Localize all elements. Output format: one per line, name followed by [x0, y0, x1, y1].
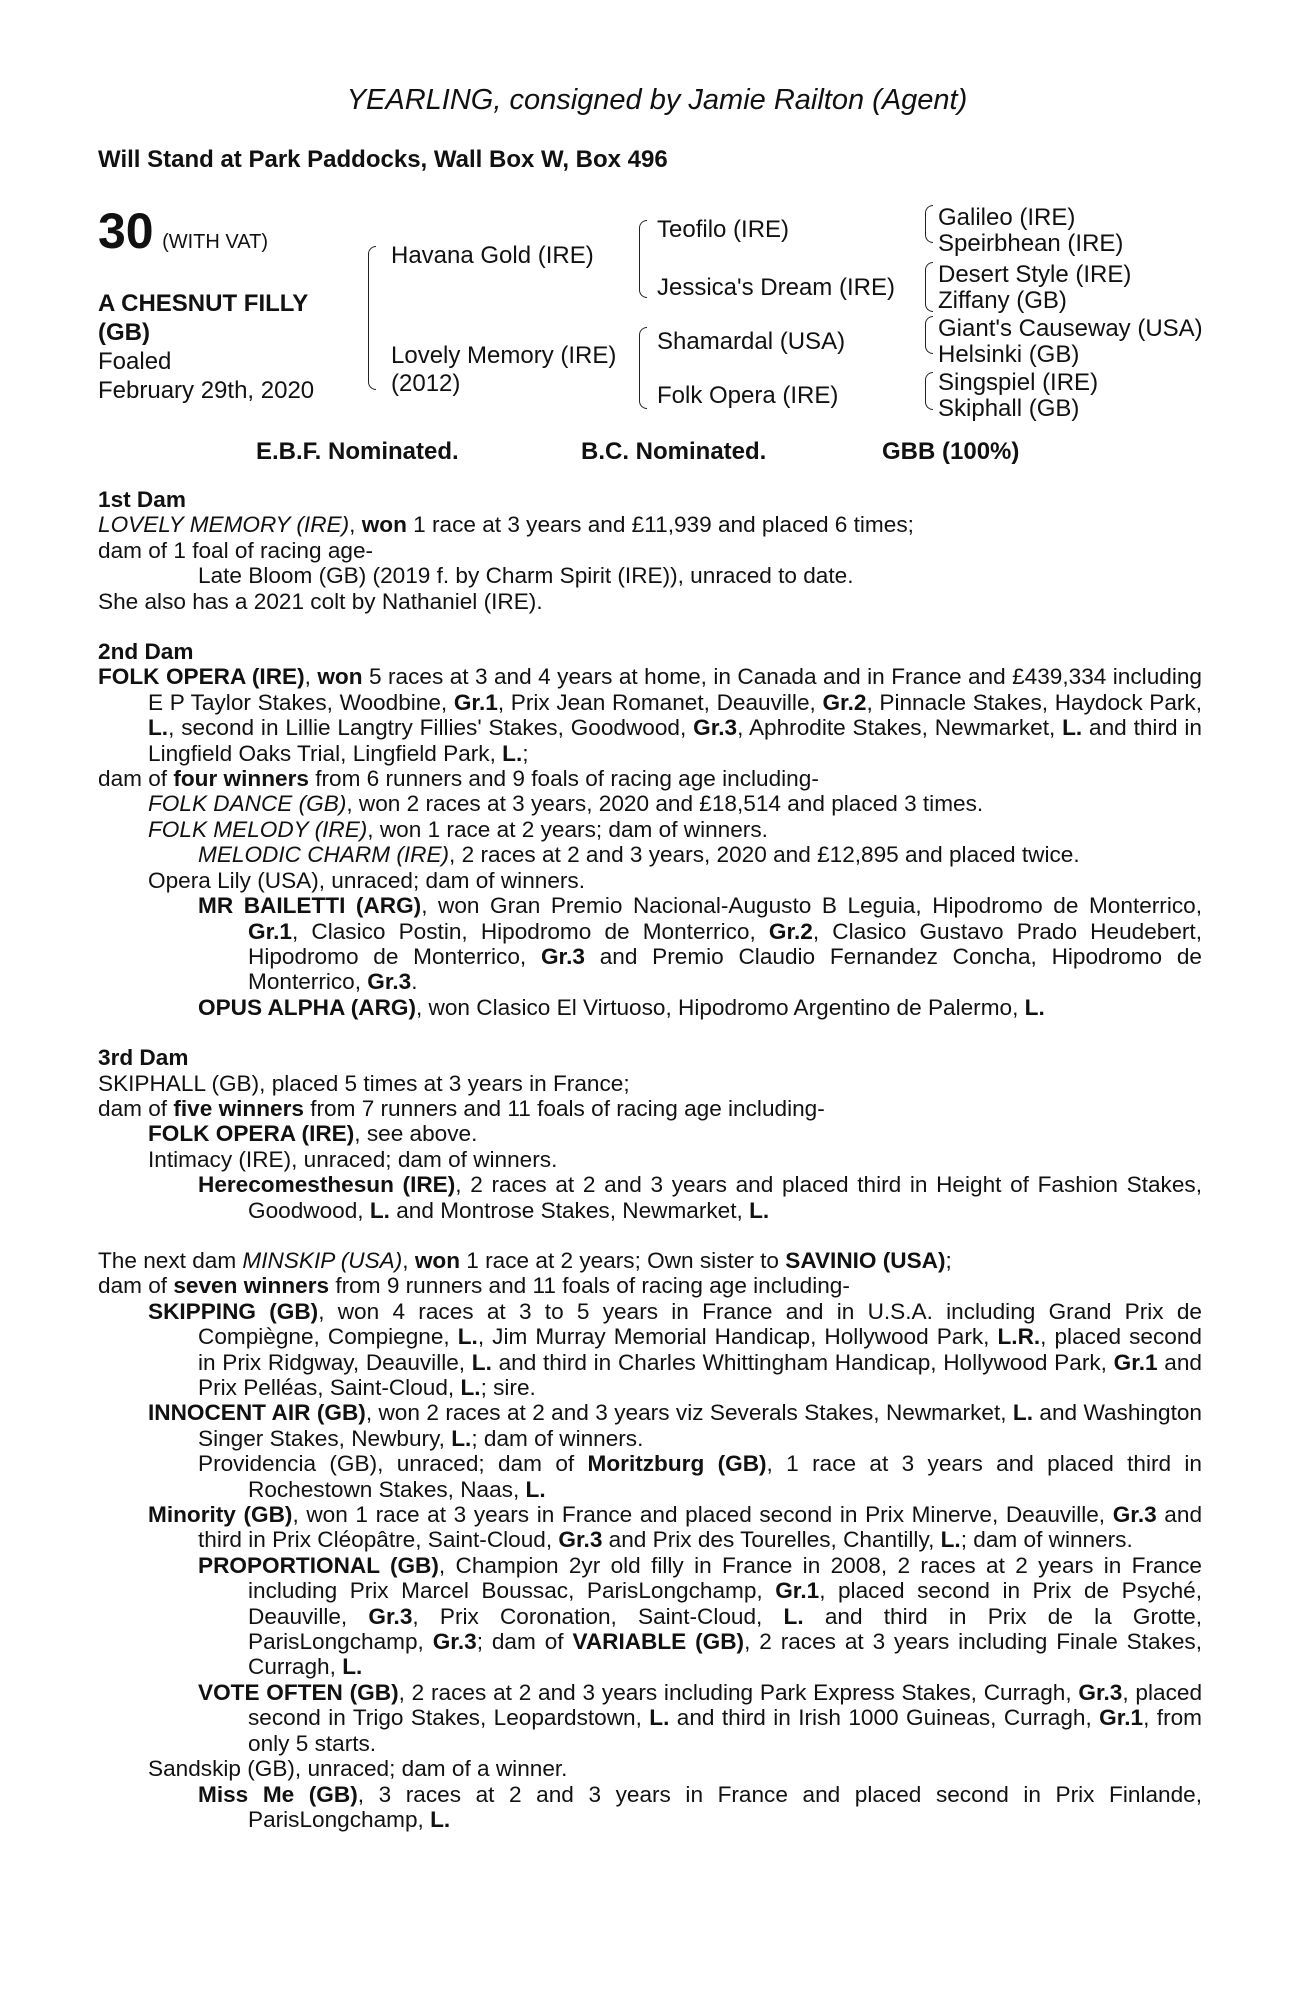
produce-proportional: PROPORTIONAL (GB), Champion 2yr old filly in France in 2008, 2 races at 2 years in France including Prix Marcel Boussac, ParisLongchamp, Gr.1, placed second in Prix de Psyché, Deauville, Gr.3, Prix Coronation, Saint-Cloud, L. and third in Prix de la Grotte, ParisLongchamp, Gr.3; dam of VARIABLE (GB), 2 races at 3 years including Finale Stakes, Curragh, L. — [198, 1552, 1202, 1680]
bc-nomination: B.C. Nominated. — [581, 438, 767, 465]
pedigree-sire: Havana Gold (IRE) — [391, 242, 594, 269]
next-dam-produce-summary: dam of seven winners from 9 runners and 11 foals of racing age including- — [98, 1273, 850, 1299]
first-dam-foal: Late Bloom (GB) (2019 f. by Charm Spirit (IRE)), unraced to date. — [198, 563, 854, 589]
pedigree-dam-year: (2012) — [391, 370, 461, 397]
second-dam-heading: 2nd Dam — [98, 639, 194, 665]
pedigree-g3: Desert Style (IRE) — [938, 261, 1132, 288]
pedigree-brace-dam — [639, 327, 647, 409]
pedigree-brace-g34 — [925, 262, 933, 312]
second-dam-produce-summary: dam of four winners from 6 runners and 9 foals of racing age including- — [98, 766, 819, 792]
second-dam-entry: FOLK OPERA (IRE), won 5 races at 3 and 4 years at home, in Canada and in France and £439,334 including E P Taylor Stakes, Woodbine, Gr.1, Prix Jean Romanet, Deauville, Gr.2, Pinnacle Stakes, Haydock Park, L., second in Lillie Langtry Fillies' Stakes, Goodwood, Gr.3, Aphrodite Stakes, Newmarket, L. and third in Lingfield Oaks Trial, Lingfield Park, L.; — [98, 664, 1203, 766]
third-dam-heading: 3rd Dam — [98, 1045, 189, 1071]
first-dam-entry: LOVELY MEMORY (IRE), won 1 race at 3 years and £11,939 and placed 6 times; — [98, 512, 914, 538]
produce-mr-bailetti: MR BAILETTI (ARG), won Gran Premio Nacional-Augusto B Leguia, Hipodromo de Monterrico, Gr.1, Clasico Postin, Hipodromo de Monterrico, Gr.2, Clasico Gustavo Prado Heudebert, Hipodromo de Monterrico, Gr.3 and Premio Claudio Fernandez Concha, Hipodromo de Monterrico, Gr.3. — [198, 893, 1202, 995]
foaled-label: Foaled — [98, 348, 172, 375]
pedigree-g6: Helsinki (GB) — [938, 341, 1080, 368]
pedigree-brace-g78 — [925, 372, 933, 410]
horse-name-line2: (GB) — [98, 319, 150, 346]
produce-miss-me: Miss Me (GB), 3 races at 2 and 3 years in France and placed second in Prix Finlande, ParisLongchamp, L. — [198, 1781, 1202, 1832]
first-dam-heading: 1st Dam — [98, 487, 186, 512]
first-dam-produce-summary: dam of 1 foal of racing age- — [98, 537, 374, 563]
produce-minority: Minority (GB), won 1 race at 3 years in France and placed second in Prix Minerve, Deauville, Gr.3 and third in Prix Cléopâtre, Saint-Cloud, Gr.3 and Prix des Tourelles, Chantilly, L.; dam of winners. — [148, 1502, 1203, 1553]
produce-vote-often: VOTE OFTEN (GB), 2 races at 2 and 3 years including Park Express Stakes, Curragh, Gr.3, placed second in Trigo Stakes, Leopardstown, L. and third in Irish 1000 Guineas, Curragh, Gr.1, from only 5 starts. — [198, 1679, 1203, 1756]
pedigree-brace-g56 — [925, 316, 933, 354]
lot-number-block — [98, 203, 268, 259]
foaled-date: February 29th, 2020 — [98, 377, 315, 404]
pedigree-brace-sire — [639, 220, 647, 298]
horse-name-line1: A CHESNUT FILLY — [98, 290, 309, 317]
first-dam-also: She also has a 2021 colt by Nathaniel (IRE). — [98, 588, 543, 614]
horse-description — [98, 289, 314, 405]
lot-number: 30 — [98, 203, 154, 259]
produce-opus-alpha: OPUS ALPHA (ARG), won Clasico El Virtuoso, Hipodromo Argentino de Palermo, L. — [198, 994, 1045, 1020]
produce-folk-melody: FOLK MELODY (IRE), won 1 race at 2 years; dam of winners. — [148, 816, 768, 842]
produce-intimacy: Intimacy (IRE), unraced; dam of winners. — [148, 1146, 558, 1172]
gbb-nomination: GBB (100%) — [882, 438, 1020, 465]
produce-folk-dance: FOLK DANCE (GB), won 2 races at 3 years, 2020 and £18,514 and placed 3 times. — [148, 791, 984, 817]
produce-folk-opera: FOLK OPERA (IRE), see above. — [148, 1121, 478, 1147]
pedigree-dam: Lovely Memory (IRE) — [391, 342, 617, 369]
pedigree-brace-main — [368, 246, 376, 390]
produce-herecomesthesun: Herecomesthesun (IRE), 2 races at 2 and 3 years and placed third in Height of Fashion Stakes, Goodwood, L. and Montrose Stakes, Newmarket, L. — [198, 1172, 1202, 1223]
third-dam-entry: SKIPHALL (GB), placed 5 times at 3 years in France; — [98, 1070, 630, 1096]
pedigree-g1: Galileo (IRE) — [938, 204, 1076, 231]
pedigree-g5: Giant's Causeway (USA) — [938, 315, 1203, 342]
pedigree-g2: Speirbhean (IRE) — [938, 230, 1124, 257]
next-dam-entry: The next dam MINSKIP (USA), won 1 race at 2 years; Own sister to SAVINIO (USA); — [98, 1247, 952, 1273]
vat-note: (WITH VAT) — [162, 231, 268, 253]
pedigree-g7: Singspiel (IRE) — [938, 369, 1099, 396]
produce-opera-lily: Opera Lily (USA), unraced; dam of winners. — [148, 867, 585, 893]
produce-skipping: SKIPPING (GB), won 4 races at 3 to 5 years in France and in U.S.A. including Grand Prix de Compiègne, Compiegne, L., Jim Murray Memorial Handicap, Hollywood Park, L.R., placed second in Prix Ridgway, Deauville, L. and third in Charles Whittingham Handicap, Hollywood Park, Gr.1 and Prix Pelléas, Saint-Cloud, L.; sire. — [148, 1298, 1202, 1400]
produce-sandskip: Sandskip (GB), unraced; dam of a winner. — [148, 1756, 568, 1782]
stand-location: Will Stand at Park Paddocks, Wall Box W, Box 496 — [98, 146, 668, 173]
produce-record — [98, 487, 1202, 1832]
produce-providencia: Providencia (GB), unraced; dam of Moritzburg (GB), 1 race at 3 years and placed third in Rochestown Stakes, Naas, L. — [198, 1451, 1203, 1502]
pedigree-brace-g12 — [925, 205, 933, 243]
pedigree-dam-sire: Shamardal (USA) — [657, 328, 846, 355]
pedigree-sire-sire: Teofilo (IRE) — [657, 216, 790, 243]
third-dam-produce-summary: dam of five winners from 7 runners and 11 foals of racing age including- — [98, 1095, 825, 1121]
pedigree-g8: Skiphall (GB) — [938, 395, 1080, 422]
pedigree-sire-dam: Jessica's Dream (IRE) — [657, 274, 895, 301]
produce-melodic-charm: MELODIC CHARM (IRE), 2 races at 2 and 3 years, 2020 and £12,895 and placed twice. — [198, 842, 1080, 868]
page-title: YEARLING, consigned by Jamie Railton (Agent) — [346, 84, 968, 116]
ebf-nomination: E.B.F. Nominated. — [256, 438, 459, 465]
produce-innocent-air: INNOCENT AIR (GB), won 2 races at 2 and 3 years viz Severals Stakes, Newmarket, L. and Washington Singer Stakes, Newbury, L.; dam of winners. — [148, 1400, 1202, 1451]
pedigree-g4: Ziffany (GB) — [938, 287, 1067, 314]
pedigree-dam-dam: Folk Opera (IRE) — [657, 382, 839, 409]
